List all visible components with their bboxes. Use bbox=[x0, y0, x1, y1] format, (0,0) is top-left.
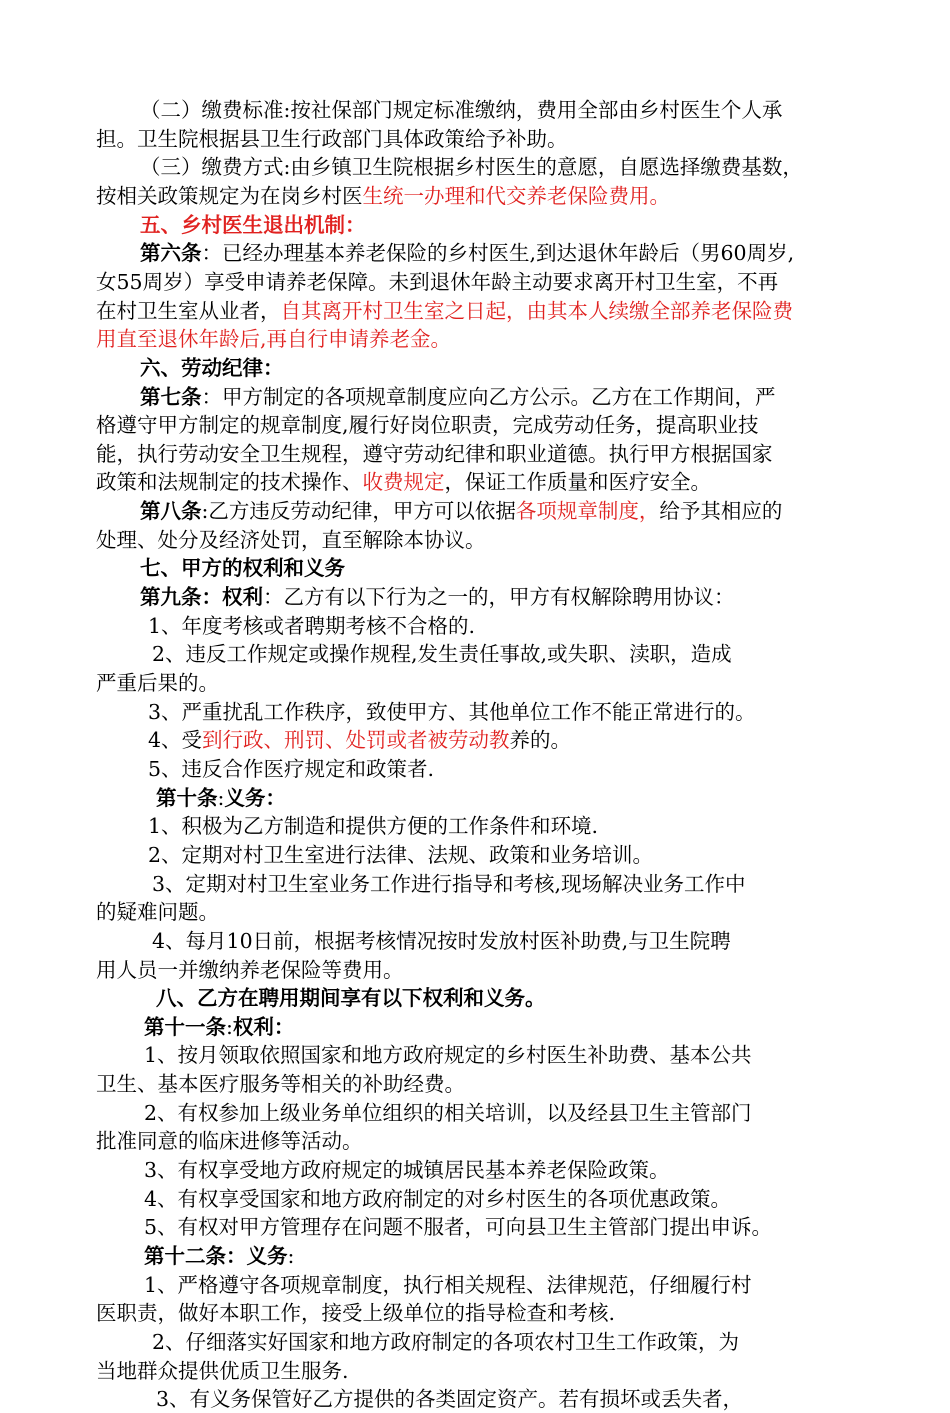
text-line bbox=[96, 1300, 866, 1327]
text-segment: 到行政、刑罚、处罚或者被劳动教 bbox=[202, 728, 510, 753]
text-segment: 按相关政策规定为在岗乡村医 bbox=[96, 183, 363, 208]
text-line bbox=[96, 727, 866, 754]
text-line bbox=[96, 871, 866, 898]
text-line bbox=[96, 670, 866, 697]
text-segment: 4、每月10日前，根据考核情况按时发放村医补助费,与卫生院聘 bbox=[152, 928, 731, 953]
text-line bbox=[96, 985, 866, 1012]
text-line bbox=[96, 1386, 866, 1413]
text-line bbox=[96, 1042, 866, 1069]
text-segment: 八、乙方在聘用期间享有以下权利和义务。 bbox=[156, 986, 546, 1011]
text-line bbox=[96, 1014, 866, 1041]
text-segment: ：乙方有以下行为之一的，甲方有权解除聘用协议： bbox=[263, 585, 735, 610]
text-segment: :乙方违反劳动纪律，甲方可以依据 bbox=[201, 499, 516, 524]
text-line bbox=[96, 412, 866, 439]
text-segment: 批准同意的临床进修等活动。 bbox=[96, 1129, 363, 1154]
text-line bbox=[96, 384, 866, 411]
text-segment: 第七条 bbox=[140, 384, 202, 409]
text-line bbox=[96, 126, 866, 153]
text-segment: 各项规章制度， bbox=[515, 499, 660, 524]
text-segment: : bbox=[226, 1014, 233, 1039]
text-line bbox=[96, 1243, 866, 1270]
text-line bbox=[96, 183, 866, 210]
text-line bbox=[96, 1186, 866, 1213]
text-segment: 2、仔细落实好国家和地方政府制定的各项农村卫生工作政策，为 bbox=[152, 1329, 740, 1354]
text-line bbox=[96, 154, 866, 181]
text-line bbox=[96, 957, 866, 984]
text-segment: 在村卫生室从业者， bbox=[96, 298, 281, 323]
text-line bbox=[96, 269, 866, 296]
text-segment: 格遵守甲方制定的规章制度,履行好岗位职责，完成劳动任务，提高职业技 bbox=[96, 413, 759, 438]
text-segment: 第九条：权利 bbox=[140, 585, 263, 610]
text-segment: 第十一条 bbox=[144, 1014, 226, 1039]
text-line bbox=[96, 1157, 866, 1184]
text-segment: 严重后果的。 bbox=[96, 671, 219, 695]
text-segment: ：已经办理基本养老保险的乡村医生,到达退休年龄后（男60周岁, bbox=[201, 241, 795, 266]
text-line bbox=[96, 928, 866, 955]
text-segment: 生统一办理和代交养老保险费用。 bbox=[362, 183, 670, 208]
text-line bbox=[96, 899, 866, 926]
text-segment: 义务： bbox=[224, 785, 286, 810]
text-segment: 5、有权对甲方管理存在问题不服者，可向县卫生主管部门提出申诉。 bbox=[144, 1215, 773, 1240]
text-segment: : bbox=[217, 785, 225, 810]
text-segment: 医职责，做好本职工作，接受上级单位的指导检查和考核. bbox=[96, 1301, 616, 1326]
text-line bbox=[96, 527, 866, 554]
text-line bbox=[96, 1358, 866, 1385]
text-line bbox=[96, 1128, 866, 1155]
text-segment: 六、劳动纪律： bbox=[140, 355, 284, 380]
text-segment: 第十二条：义务 bbox=[144, 1244, 288, 1268]
text-segment: 3、定期对村卫生室业务工作进行指导和考核,现场解决业务工作中 bbox=[152, 871, 746, 896]
text-segment: 女55周岁）享受申请养老保障。未到退休年龄主动要求离开村卫生室，不再 bbox=[96, 269, 779, 294]
text-segment: 处理、处分及经济处罚，直至解除本协议。 bbox=[96, 527, 486, 552]
text-segment: 用直至退休年龄后,再自行申请养老金。 bbox=[96, 327, 452, 352]
text-line bbox=[96, 555, 866, 582]
text-line bbox=[96, 1071, 866, 1098]
text-line bbox=[96, 355, 866, 382]
text-segment: 2、有权参加上级业务单位组织的相关培训，以及经县卫生主管部门 bbox=[144, 1100, 752, 1125]
text-segment: 第六条 bbox=[140, 241, 202, 266]
text-line bbox=[96, 441, 866, 468]
text-line bbox=[96, 1329, 866, 1356]
text-segment: 2、定期对村卫生室进行法律、法规、政策和业务培训。 bbox=[148, 842, 654, 867]
text-line bbox=[96, 584, 866, 611]
text-line bbox=[96, 842, 866, 869]
text-line bbox=[96, 469, 866, 496]
text-segment: 给予其相应的 bbox=[659, 499, 783, 524]
text-segment: ，保证工作质量和医疗安全。 bbox=[444, 470, 711, 495]
text-segment: 1、积极为乙方制造和提供方便的工作条件和环境. bbox=[148, 814, 599, 839]
text-line bbox=[96, 699, 866, 726]
text-segment: 4、有权享受国家和地方政府制定的对乡村医生的各项优惠政策。 bbox=[144, 1186, 732, 1211]
text-segment: 5、违反合作医疗规定和政策者. bbox=[148, 756, 435, 781]
text-segment: 自其离开村卫生室之日起，由其本人续缴全部养老保险费 bbox=[280, 298, 793, 323]
text-line bbox=[96, 641, 866, 668]
text-segment: 第十条 bbox=[156, 785, 218, 810]
text-line bbox=[96, 613, 866, 640]
text-segment: 2、违反工作规定或操作规程,发生责任事故,或失职、渎职，造成 bbox=[152, 642, 732, 667]
text-line bbox=[96, 785, 866, 812]
text-line bbox=[96, 240, 866, 267]
text-segment: 养的。 bbox=[509, 728, 572, 753]
text-segment: 七、甲方的权利和义务 bbox=[140, 556, 345, 581]
text-segment: 3、严重扰乱工作秩序，致使甲方、其他单位工作不能正常进行的。 bbox=[148, 699, 756, 724]
text-segment: 3、有权享受地方政府规定的城镇居民基本养老保险政策。 bbox=[144, 1158, 670, 1183]
text-segment: 第八条 bbox=[140, 499, 202, 524]
text-segment: 1、按月领取依照国家和地方政府规定的乡村医生补助费、基本公共 bbox=[144, 1043, 752, 1068]
text-segment: 五、乡村医生退出机制： bbox=[140, 212, 366, 237]
text-segment: 政策和法规制定的技术操作、 bbox=[96, 470, 363, 495]
text-line bbox=[96, 756, 866, 783]
text-line bbox=[96, 1214, 866, 1241]
text-line bbox=[96, 498, 866, 525]
text-segment: : bbox=[287, 1244, 295, 1268]
text-segment: 用人员一并缴纳养老保险等费用。 bbox=[96, 957, 404, 982]
text-line bbox=[96, 1100, 866, 1127]
text-line bbox=[96, 298, 866, 325]
text-segment: 4、受 bbox=[148, 728, 203, 753]
text-segment: 3、有义务保管好乙方提供的各类固定资产。若有损坏或丢失者， bbox=[156, 1387, 744, 1412]
text-line bbox=[96, 212, 866, 239]
text-segment: ：甲方制定的各项规章制度应向乙方公示。乙方在工作期间，严 bbox=[201, 384, 776, 409]
text-line bbox=[96, 326, 866, 353]
text-segment: 权利： bbox=[232, 1014, 295, 1039]
text-segment: 的疑难问题。 bbox=[96, 900, 219, 925]
text-segment: 1、严格遵守各项规章制度，执行相关规程、法律规范，仔细履行村 bbox=[144, 1272, 752, 1297]
text-segment: 1、年度考核或者聘期考核不合格的. bbox=[148, 613, 476, 638]
text-segment: 能，执行劳动安全卫生规程，遵守劳动纪律和职业道德。执行甲方根据国家 bbox=[96, 441, 773, 466]
text-segment: （三）缴费方式:由乡镇卫生院根据乡村医生的意愿，自愿选择缴费基数， bbox=[140, 155, 803, 180]
text-segment: 收费规定 bbox=[362, 470, 445, 495]
text-segment: 卫生、基本医疗服务等相关的补助经费。 bbox=[96, 1072, 465, 1097]
text-segment: （二）缴费标准:按社保部门规定标准缴纳，费用全部由乡村医生个人承 bbox=[140, 98, 783, 122]
text-line bbox=[96, 813, 866, 840]
text-segment: 担。卫生院根据县卫生行政部门具体政策给予补助。 bbox=[96, 126, 568, 151]
text-line bbox=[96, 97, 866, 124]
text-segment: 当地群众提供优质卫生服务. bbox=[96, 1358, 349, 1383]
text-line bbox=[96, 1272, 866, 1299]
